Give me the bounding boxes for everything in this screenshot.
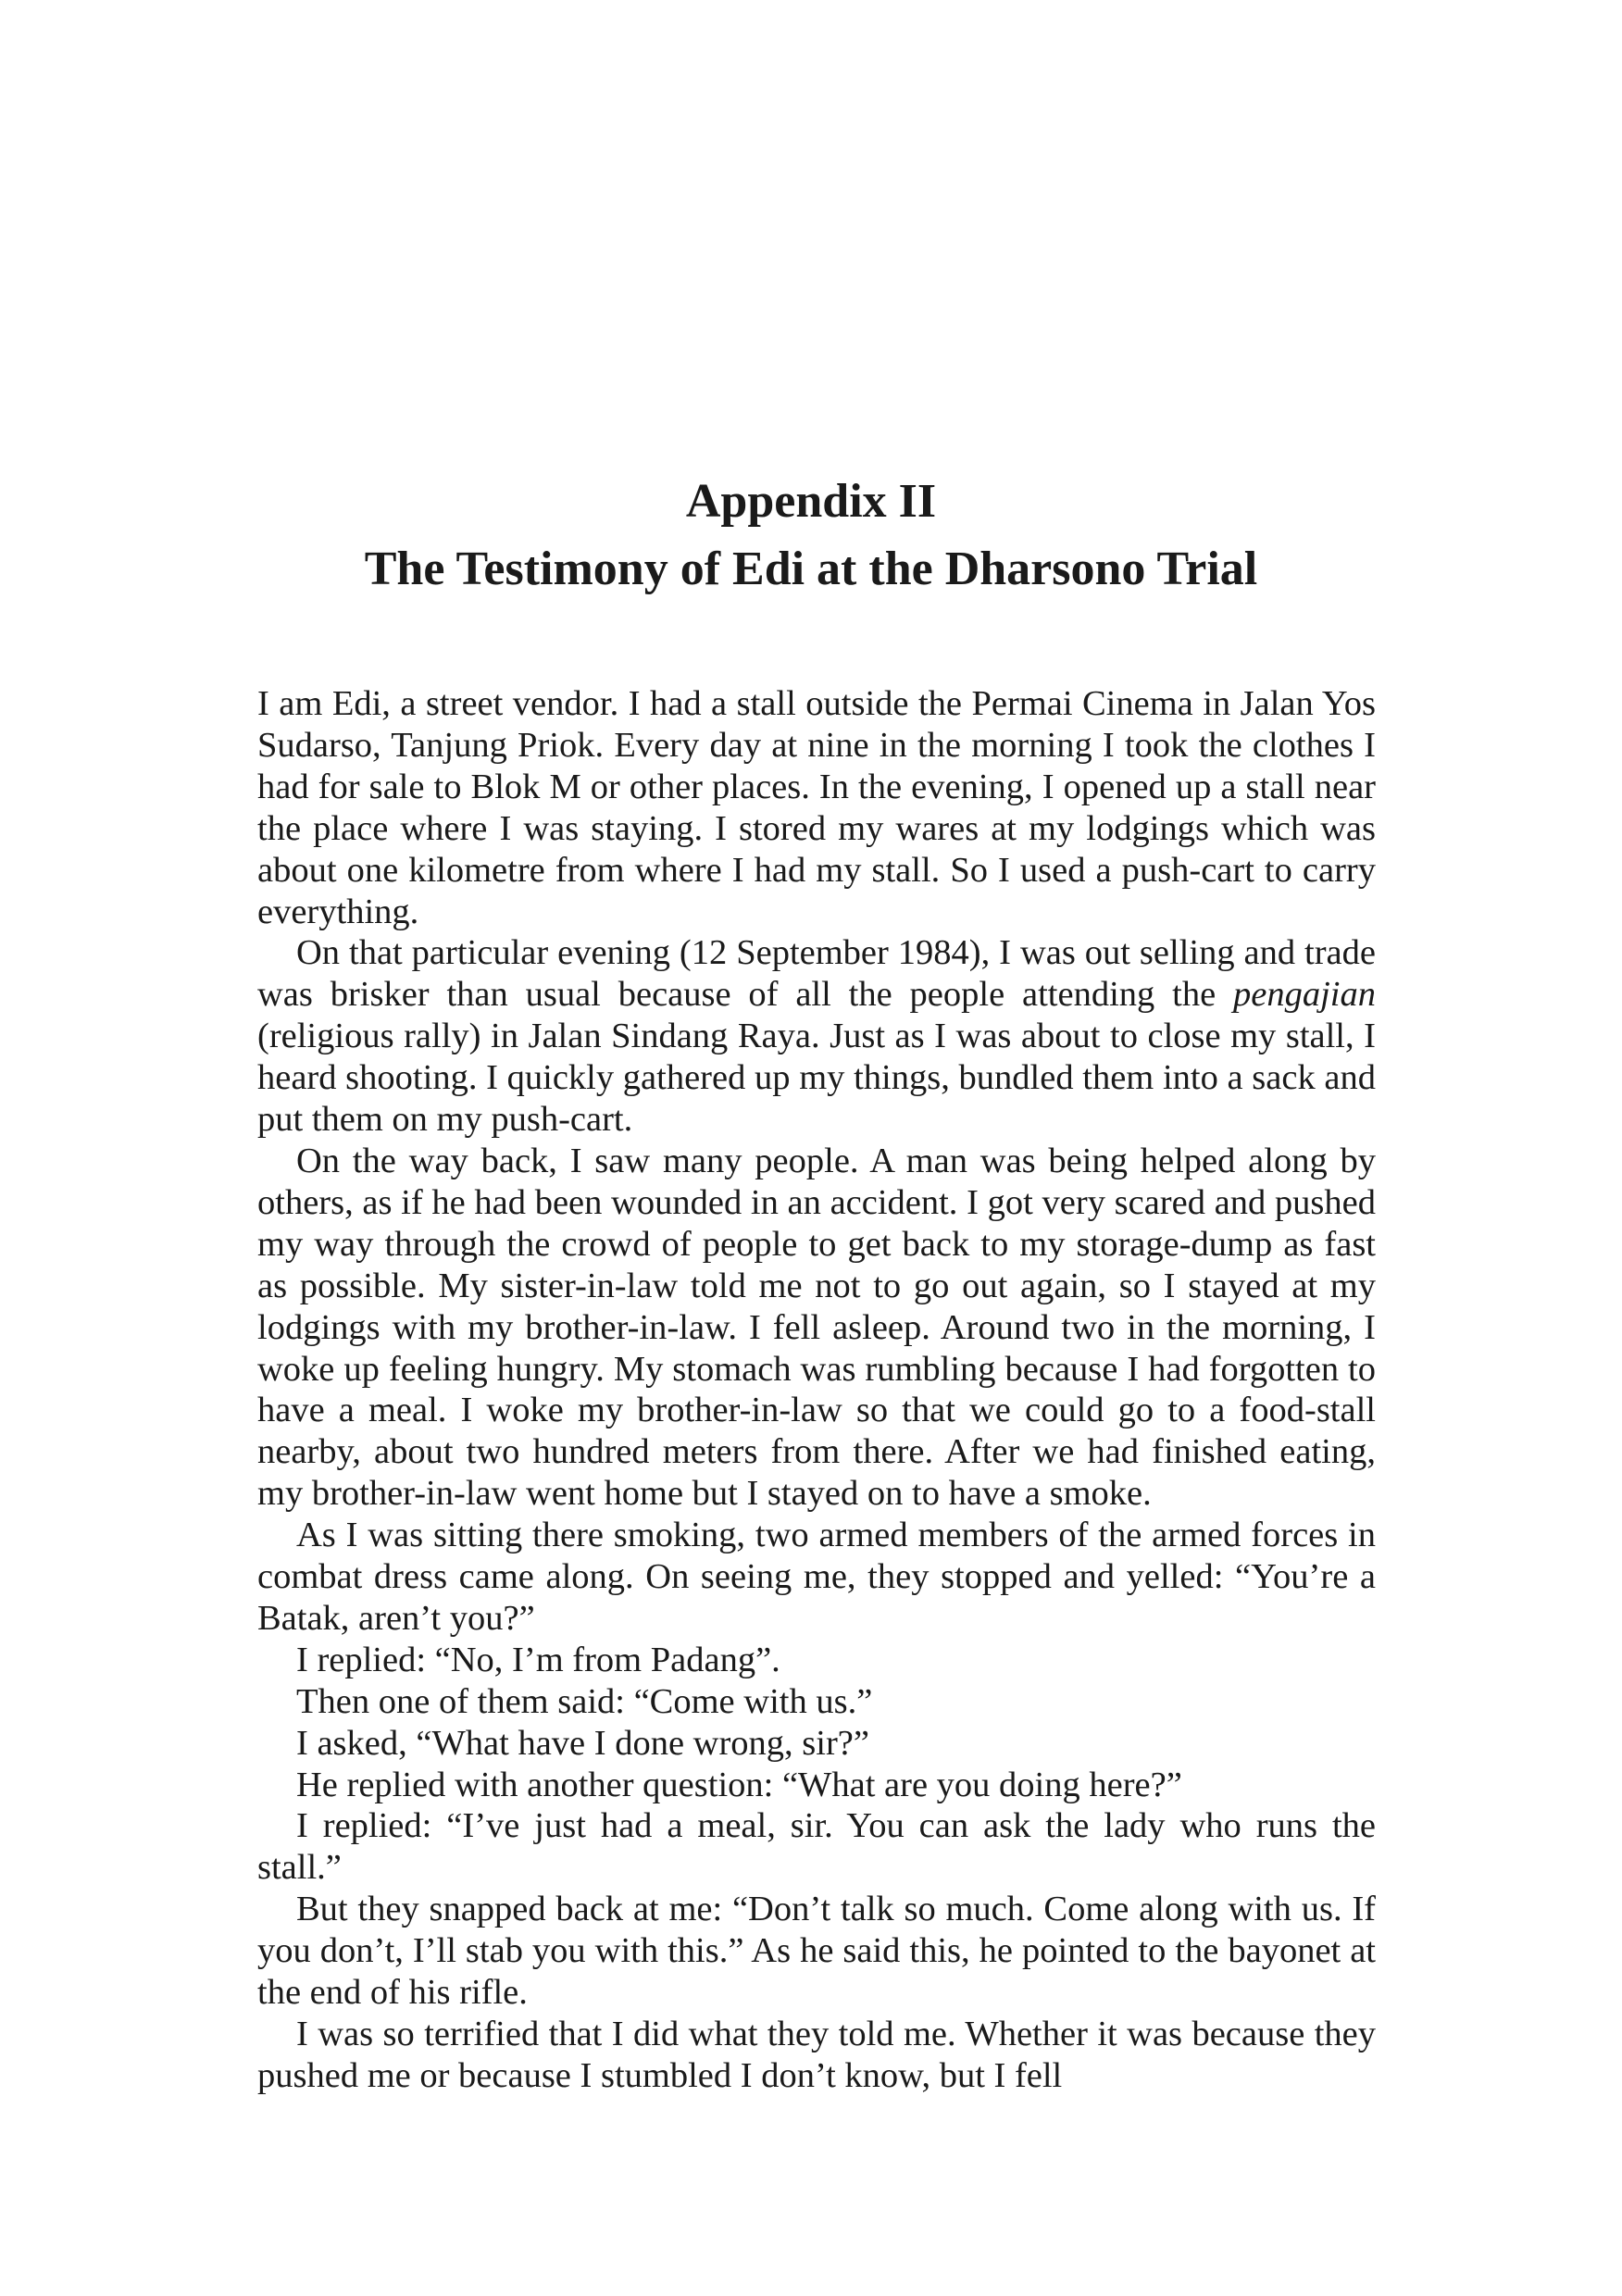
paragraph-6 xyxy=(257,1681,1376,1723)
paragraph-text: Then one of them said: “Come with us.” xyxy=(296,1681,873,1721)
paragraph-text: On the way back, I saw many people. A man was being helped along by others, as if he had been wounded in an accident. I got very scared and pushed my way through the crowd of people to get back to my storage-dump as fast as possible. My sister-in-law told me not to go out again, so I stayed at my lodgings with my brother-in-law. I fell asleep. Around two in the morning, I woke up feeling hungry. My stomach was rumbling because I had forgotten to have a meal. I woke my brother-in-law so that we could go to a food-stall nearby, about two hundred meters from there. After we had finished eating, my brother-in-law went home but I stayed on to have a smoke. xyxy=(257,1141,1376,1514)
paragraph-text: As I was sitting there smoking, two armed members of the armed forces in combat dress came along. On seeing me, they stopped and yelled: “You’re a Batak, aren’t you?” xyxy=(257,1516,1376,1638)
paragraph-11 xyxy=(257,2014,1376,2097)
paragraph-10 xyxy=(257,1889,1376,2014)
paragraph-7 xyxy=(257,1723,1376,1765)
paragraph-text-continued: (religious rally) in Jalan Sindang Raya. Just as I was about to close my stall, I heard shooting. I quickly gathered up my things, bundled them into a sack and put them on my push-cart. xyxy=(257,1017,1376,1140)
body-text xyxy=(257,683,1376,2097)
paragraph-4 xyxy=(257,1515,1376,1640)
paragraph-text: He replied with another question: “What are you doing here?” xyxy=(296,1765,1182,1804)
paragraph-text: I asked, “What have I done wrong, sir?” xyxy=(296,1723,869,1763)
paragraph-text: I am Edi, a street vendor. I had a stall outside the Permai Cinema in Jalan Yos Sudarso, Tanjung Priok. Every day at nine in the morning I took the clothes I had for sale to Blok M or other places. In the evening, I opened up a stall near the place where I was staying. I stored my wares at my lodgings which was about one kilometre from where I had my stall. So I used a push-cart to carry everything. xyxy=(257,684,1376,931)
paragraph-3 xyxy=(257,1141,1376,1515)
paragraph-text: I was so terrified that I did what they told me. Whether it was because they pushed me or because I stumbled I don’t know, but I fell xyxy=(257,2015,1376,2095)
paragraph-2 xyxy=(257,932,1376,1141)
paragraph-9 xyxy=(257,1805,1376,1889)
paragraph-text: On that particular evening (12 September 1984), I was out selling and trade was brisker than usual because of all the people attending the xyxy=(257,933,1376,1015)
paragraph-text: I replied: “No, I’m from Padang”. xyxy=(296,1640,780,1679)
paragraph-text: I replied: “I’ve just had a meal, sir. You can ask the lady who runs the stall.” xyxy=(257,1806,1376,1888)
appendix-heading: Appendix II xyxy=(685,475,937,528)
paragraph-5 xyxy=(257,1640,1376,1681)
chapter-title: The Testimony of Edi at the Dharsono Trial xyxy=(364,543,1258,595)
paragraph-8 xyxy=(257,1765,1376,1806)
paragraph-1 xyxy=(257,683,1376,932)
italic-term: pengajian xyxy=(1233,975,1376,1015)
paragraph-text: But they snapped back at me: “Don’t talk so much. Come along with us. If you don’t, I’ll stab you with this.” As he said this, he pointed to the bayonet at the end of his rifle. xyxy=(257,1890,1376,2013)
